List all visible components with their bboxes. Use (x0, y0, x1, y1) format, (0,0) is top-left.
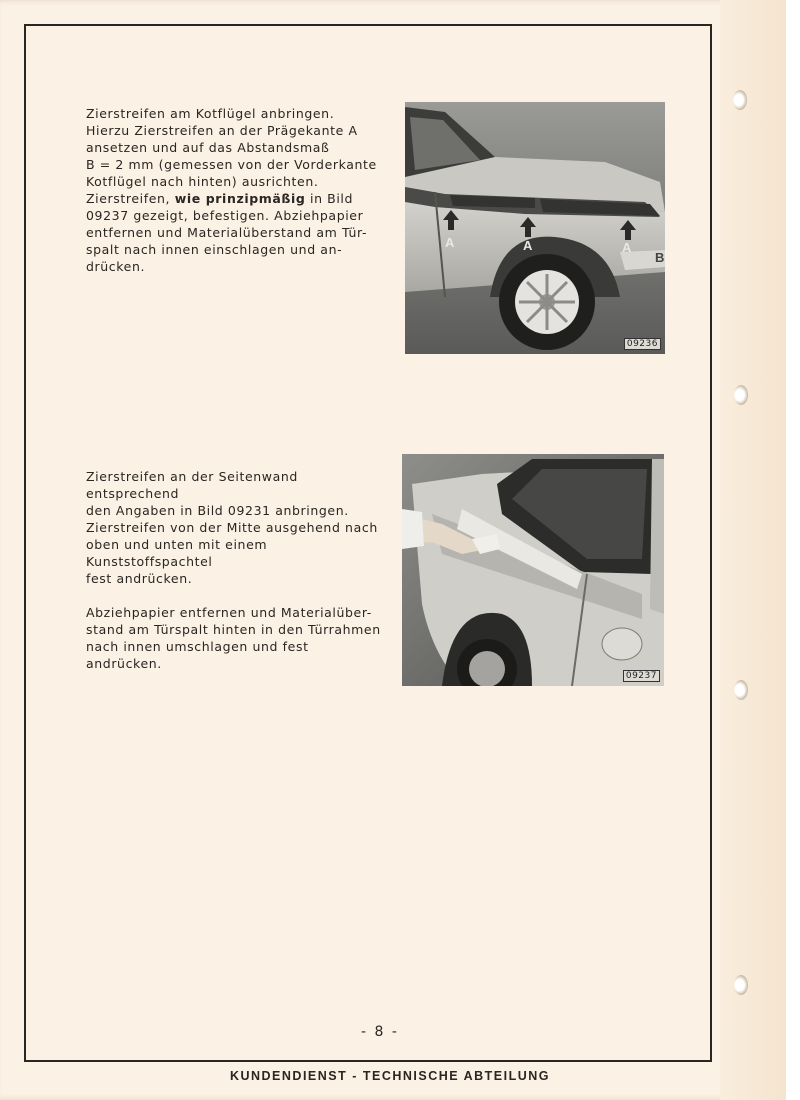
page-number: - 8 - (361, 1024, 399, 1040)
text-line: 09237 gezeigt, befestigen. Abziehpapier (86, 208, 364, 223)
text-line: Hierzu Zierstreifen an der Prägekante A (86, 123, 358, 138)
binder-hole (734, 680, 748, 700)
car-fender-illustration (405, 102, 665, 354)
text-line: Zierstreifen an der Seitenwand entsprechend (86, 469, 298, 501)
text-line: stand am Türspalt hinten in den Türrahmen (86, 622, 381, 637)
label-a-3: A (622, 240, 632, 255)
footer-department: KUNDENDIENST - TECHNISCHE ABTEILUNG (229, 1069, 551, 1083)
text-line: ansetzen und auf das Abstandsmaß (86, 140, 330, 155)
text-line: den Angaben in Bild 09231 anbringen. (86, 503, 349, 518)
text-line: fest andrücken. (86, 571, 193, 586)
text-line: Zierstreifen von der Mitte ausgehend nach (86, 520, 378, 535)
text-line: Kotflügel nach hinten) ausrichten. (86, 174, 319, 189)
text-line: spalt nach innen einschlagen und an- (86, 242, 343, 257)
photo-fender-stripe (405, 102, 665, 354)
emphasized-text: wie prinzipmäßig (174, 191, 306, 206)
page-edge (720, 0, 786, 1100)
binder-hole (734, 975, 748, 995)
label-a-1: A (445, 235, 455, 250)
text-line: nach innen umschlagen und fest andrücken. (86, 639, 309, 671)
instruction-text-1 (86, 105, 386, 275)
instruction-text-2 (86, 468, 386, 672)
spacer (86, 587, 386, 604)
text-segment: Zierstreifen, (86, 191, 171, 206)
text-line: oben und unten mit einem Kunststoffspachtel (86, 537, 268, 569)
text-line: Abziehpapier entfernen und Materialüber- (86, 605, 372, 620)
figure-number: 09236 (624, 338, 661, 350)
text-line: drücken. (86, 259, 146, 274)
label-b: B (655, 250, 665, 265)
photo-side-panel-stripe (402, 454, 664, 686)
binder-hole (734, 385, 748, 405)
text-line: entfernen und Materialüberstand am Tür- (86, 225, 368, 240)
text-line: B = 2 mm (gemessen von der Vorderkante (86, 157, 377, 172)
figure-number: 09237 (623, 670, 660, 682)
car-side-illustration (402, 454, 664, 686)
text-segment: in Bild (310, 191, 354, 206)
text-line: Zierstreifen am Kotflügel anbringen. (86, 106, 335, 121)
label-a-2: A (523, 238, 533, 253)
text-line-mixed (86, 190, 386, 207)
binder-hole (733, 90, 747, 110)
